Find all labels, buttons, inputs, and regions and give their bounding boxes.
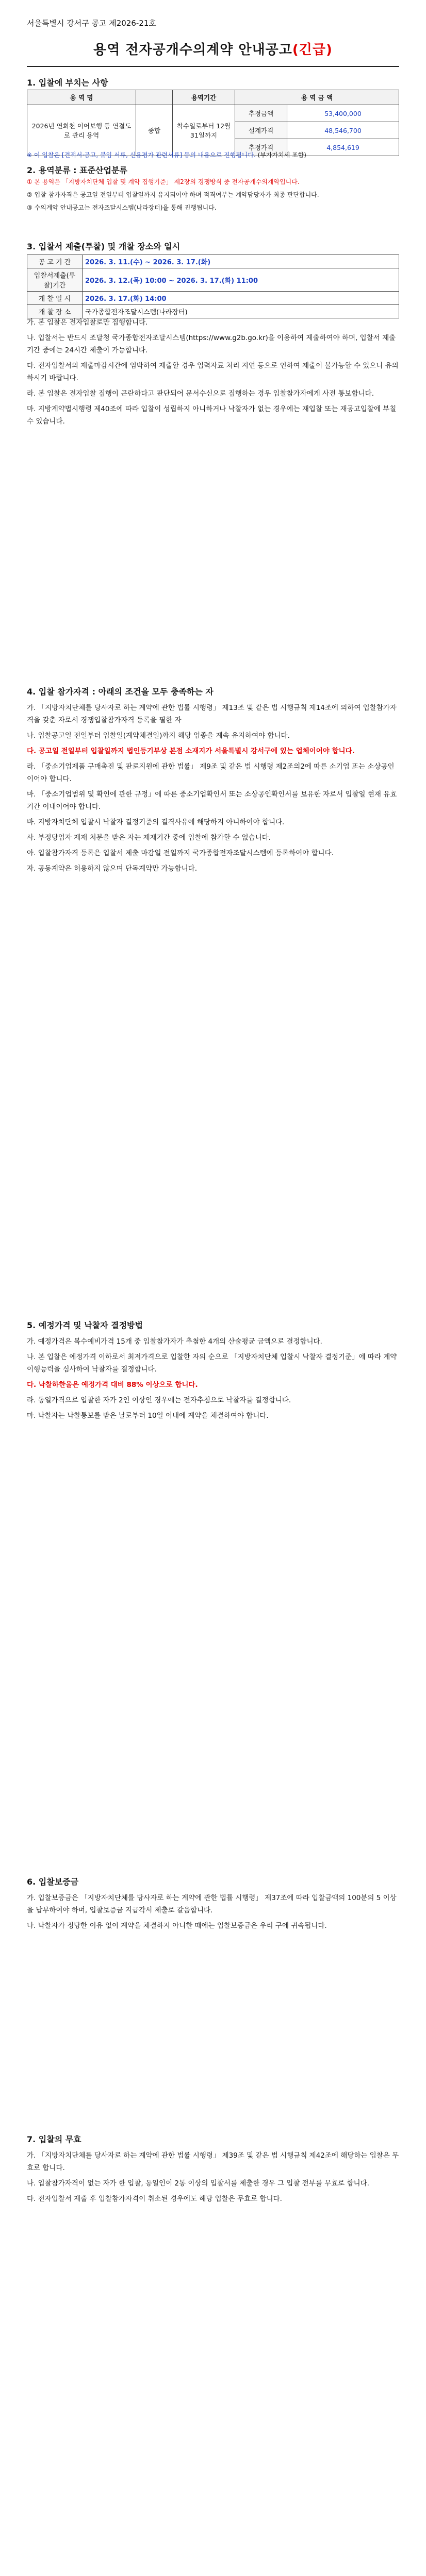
section7-item-2: 다. 전자입찰서 제출 후 입찰참가자격이 취소된 경우에도 해당 입찰은 무효로 합니다. [27, 2195, 282, 2203]
section5-body [27, 1335, 399, 1425]
section3-note-0: 가. 본 입찰은 전자입찰로만 집행합니다. [27, 318, 148, 327]
amount-value-0: 53,400,000 [287, 105, 399, 122]
section4-item-1: 나. 입찰공고일 전일부터 입찰일(계약체결일)까지 해당 업종을 계속 유지하여야 합니다. [27, 732, 290, 740]
section1-heading: 1. 입찰에 부치는 사항 [27, 78, 108, 88]
amount-value-2: 4,854,619 [287, 139, 399, 156]
schedule-table [27, 255, 399, 318]
section3-heading: 3. 입찰서 제출(투찰) 및 개찰 장소와 일시 [27, 242, 181, 251]
col-header-name: 용 역 명 [27, 90, 136, 105]
section6-body [27, 1892, 399, 1935]
amount-label-0: 추정금액 [235, 105, 287, 122]
section5-heading: 5. 예정가격 및 낙찰자 결정방법 [27, 1320, 143, 1330]
section7-heading: 7. 입찰의 무효 [27, 2134, 81, 2144]
schedule-label-1: 입찰서제출(투찰)기간 [27, 268, 83, 292]
section3-note-4: 마. 지방계약법시행령 제40조에 따라 입찰이 성립하지 아니하거나 낙찰자가 없는 경우에는 재입찰 또는 재공고입찰에 부칠 수 있습니다. [27, 405, 397, 426]
title-urgent: (긴급) [292, 42, 333, 58]
section5-item-0: 가. 예정가격은 복수예비가격 15개 중 입찰참가자가 추첨한 4개의 산술평균 금액으로 결정합니다. [27, 1337, 322, 1346]
section4-item-3: 라. 「중소기업제품 구매촉진 및 판로지원에 관한 법률」 제9조 및 같은 법 시행령 제2조의2에 따른 소기업 또는 소상공인이어야 합니다. [27, 762, 395, 783]
section5-item-4: 마. 낙찰자는 낙찰통보를 받은 날로부터 10일 이내에 계약을 체결하여야 합니다. [27, 1412, 269, 1420]
col-header-amount: 용 역 금 액 [235, 90, 399, 105]
section4-heading: 4. 입찰 참가자격 : 아래의 조건을 모두 충족하는 자 [27, 687, 214, 697]
col-header-period: 용역기간 [173, 90, 235, 105]
title-main: 용역 전자공개수의계약 안내공고 [93, 42, 292, 58]
section6-item-1: 나. 낙찰자가 정당한 이유 없이 계약을 체결하지 아니한 때에는 입찰보증금은 우리 구에 귀속됩니다. [27, 1922, 327, 1930]
schedule-label-3: 개 찰 장 소 [27, 305, 83, 318]
section4-item-4: 마. 「중소기업범위 및 확인에 관한 규정」에 따른 중소기업확인서 또는 소상공인확인서를 보유한 자로서 입찰일 현재 유효기간 이내이어야 합니다. [27, 790, 397, 811]
section4-item-2: 다. 공고일 전일부터 입찰일까지 법인등기부상 본점 소재지가 서울특별시 강서구에 있는 업체이어야 합니다. [27, 747, 355, 755]
contract-period: 착수일로부터 12월 31일까지 [173, 105, 235, 156]
section2-line-1: ② 입찰 참가자격은 공고일 전일부터 입찰일까지 유지되어야 하며 적격여부는 계약담당자가 최종 판단합니다. [27, 191, 319, 198]
amount-value-1: 48,546,700 [287, 122, 399, 139]
schedule-value-0: 2026. 3. 11.(수) ~ 2026. 3. 17.(화) [83, 255, 399, 268]
schedule-label-0: 공 고 기 간 [27, 255, 83, 268]
section2-heading: 2. 용역분류 : 표준산업분류 [27, 165, 127, 175]
section5-item-3: 라. 동일가격으로 입찰한 자가 2인 이상인 경우에는 전자추첨으로 낙찰자를 결정합니다. [27, 1396, 291, 1404]
section7-item-1: 나. 입찰참가자격이 없는 자가 한 입찰, 동일인이 2통 이상의 입찰서를 제출한 경우 그 입찰 전부를 무효로 합니다. [27, 2179, 369, 2188]
section6-heading: 6. 입찰보증금 [27, 1877, 79, 1887]
title-divider [27, 66, 399, 67]
amount-label-2: 추정가격 [235, 139, 287, 156]
section3-note-1: 나. 입찰서는 반드시 조달청 국가종합전자조달시스템(https://www.g2b.go.kr)을 이용하여 제출하여야 하며, 입찰서 제출기간 중에는 24시간 제출이 가능합니다. [27, 334, 396, 354]
notice-id: 서울특별시 강서구 공고 제2026-21호 [27, 19, 156, 28]
section4-item-7: 아. 입찰참가자격 등록은 입찰서 제출 마감일 전일까지 국가종합전자조달시스템에 등록하여야 합니다. [27, 849, 334, 857]
amount-label-1: 설계가격 [235, 122, 287, 139]
section5-item-1: 나. 본 입찰은 예정가격 이하로서 최저가격으로 입찰한 자의 순으로 「지방자치단체 입찰시 낙찰자 결정기준」에 따라 계약이행능력을 심사하여 낙찰자를 결정합니다. [27, 1353, 397, 1374]
section7-body [27, 2149, 399, 2208]
schedule-value-1: 2026. 3. 12.(목) 10:00 ~ 2026. 3. 17.(화) 11:00 [83, 268, 399, 292]
vat-note: (부가가치세 포함) [257, 151, 306, 159]
section2-body [27, 177, 399, 216]
section2-line-2: ③ 수의계약 안내공고는 전자조달시스템(나라장터)을 통해 진행됩니다. [27, 204, 217, 211]
section3-note-2: 다. 전자입찰서의 제출마감시간에 임박하여 제출할 경우 입력자료 처리 지연 등으로 인하여 제출이 불가능할 수 있으니 유의하시기 바랍니다. [27, 362, 399, 382]
contract-summary-table [27, 90, 399, 156]
schedule-label-2: 개 찰 일 시 [27, 292, 83, 305]
page-title [0, 39, 426, 58]
section3-notes [27, 316, 399, 431]
section4-item-6: 사. 부정당업자 제재 처분을 받은 자는 제재기간 중에 입찰에 참가할 수 없습니다. [27, 834, 271, 842]
contract-category: 종합 [136, 105, 173, 156]
section4-item-5: 바. 지방자치단체 입찰시 낙찰자 결정기준의 결격사유에 해당하지 아니하여야 합니다. [27, 818, 285, 826]
contract-name: 2026년 연희천 이어보행 등 연결도로 관리 용역 [27, 105, 136, 156]
section5-item-2: 다. 낙찰하한율은 예정가격 대비 88% 이상으로 합니다. [27, 1381, 198, 1389]
col-header-category [136, 90, 173, 105]
section6-item-0: 가. 입찰보증금은 「지방자치단체를 당사자로 하는 계약에 관한 법률 시행령」 제37조에 따라 입찰금액의 100분의 5 이상을 납부하여야 하며, 입찰보증금 지급각서 제출로 갈음합니다. [27, 1894, 397, 1914]
section4-body [27, 702, 399, 878]
section3-note-3: 라. 본 입찰은 전자입찰 집행이 곤란하다고 판단되어 문서수신으로 집행하는 경우 입찰참가자에게 사전 통보합니다. [27, 389, 374, 398]
schedule-value-3: 국가종합전자조달시스템(나라장터) [83, 305, 399, 318]
section4-item-8: 자. 공동계약은 허용하지 않으며 단독계약만 가능합니다. [27, 865, 197, 873]
section7-item-0: 가. 「지방자치단체를 당사자로 하는 계약에 관한 법률 시행령」 제39조 및 같은 법 시행규칙 제42조에 해당하는 입찰은 무효로 합니다. [27, 2151, 399, 2172]
section1-note-wrap [27, 150, 306, 159]
schedule-value-2: 2026. 3. 17.(화) 14:00 [83, 292, 399, 305]
section2-line-0: ① 본 용역은 「지방자치단체 입찰 및 계약 집행기준」 제2장의 경쟁방식 중 전자공개수의계약입니다. [27, 178, 300, 185]
section4-item-0: 가. 「지방자치단체를 당사자로 하는 계약에 관한 법률 시행령」 제13조 및 같은 법 시행규칙 제14조에 의하여 입찰참가자격을 갖춘 자로서 경쟁입찰참가자격 등록을 필한 자 [27, 704, 397, 724]
section1-note: ※ 이 입찰은 [견적서·공고, 붙임 서류, 신용평가 관련서류] 등의 내용으로 진행됩니다. [27, 151, 256, 159]
